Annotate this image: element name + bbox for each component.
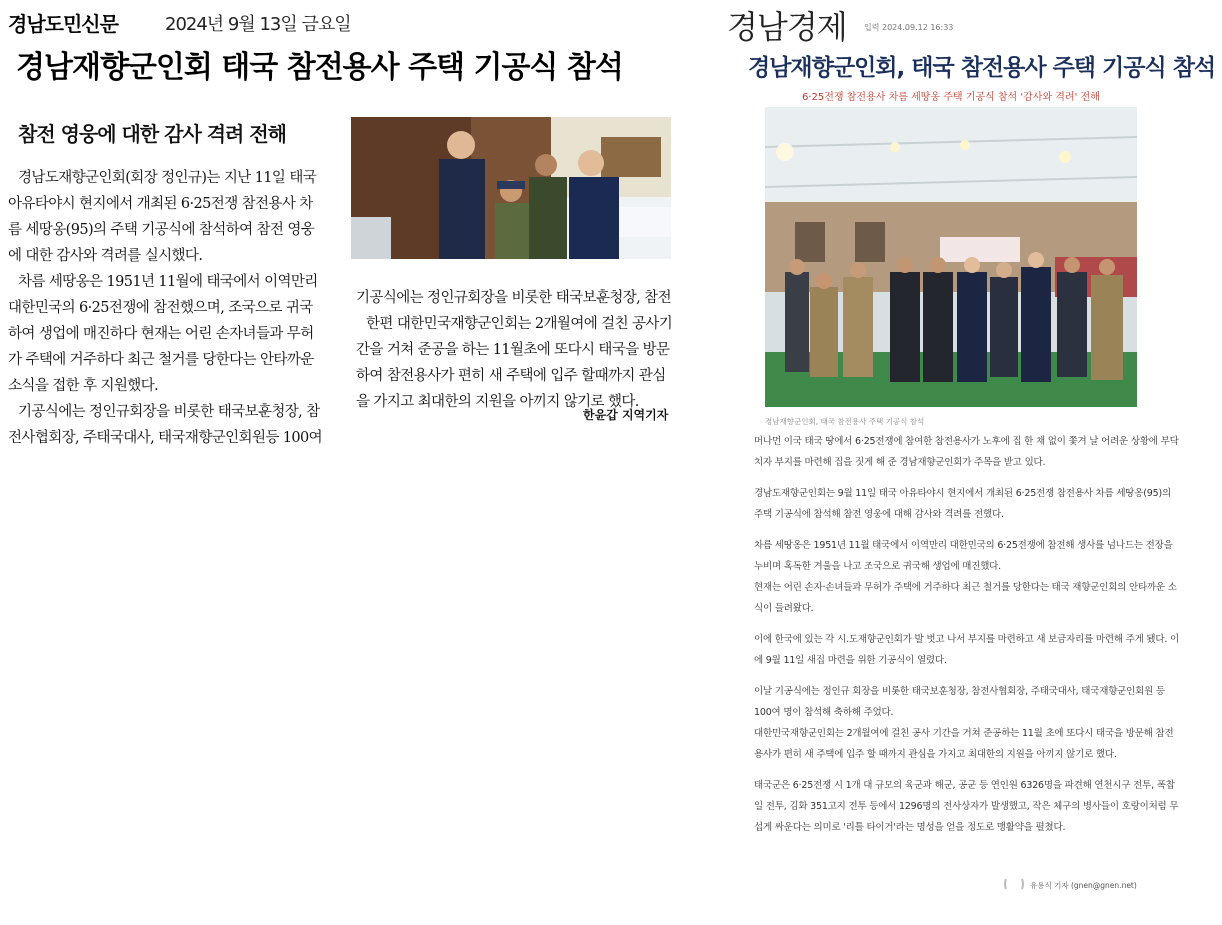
article-column-2	[356, 285, 674, 415]
subheadline: 참전 영웅에 대한 감사 격려 전해	[18, 122, 286, 146]
article-paragraph: 한편 대한민국재향군인회는 2개월여에 걸친 공사기간을 거쳐 준공을 하는 11월초에 또다시 태국을 방문하여 참전용사가 편히 새 주택에 입주 할때까지 관심을 가지고 최대한의 지원을 아끼지 않기로 했다.	[356, 316, 673, 410]
headline: 경남재향군인회 태국 참전용사 주택 기공식 참석	[16, 50, 623, 85]
article-paragraph: 기공식에는 정인규회장을 비롯한 태국보훈청장, 참전사협회장, 주태국대사, 태국재향군인회원등 100여	[8, 404, 323, 446]
outlet-name: 경남경제	[727, 8, 847, 46]
ceremony-photo-image	[351, 117, 671, 259]
article-paragraph: 대한민국재향군인회는 2개월여에 걸친 공사 기간을 거쳐 준공하는 11월 초에 또다시 태국을 방문해 참전용사가 편히 새 주택에 입주 할 때까지 관심을 가지고 최대한의 지원을 아끼지 않기로 했다.	[754, 728, 1174, 760]
photo-caption: 경남재향군인회, 태국 참전용사 주택 기공식 참석	[765, 417, 925, 426]
article-paragraph: 기공식에는 정인규회장을 비롯한 태국보훈청장, 참전	[356, 290, 671, 306]
article-body	[754, 431, 1180, 848]
article-paragraph: 이날 기공식에는 정인규 회장을 비롯한 태국보훈청장, 참전사협회장, 주태국대사, 태국재향군인회원 등 100여 명이 참석해 축하해 주었다.	[754, 686, 1165, 718]
publication-date: 2024년 9월 13일 금요일	[165, 14, 351, 35]
newspaper-clipping-left	[0, 0, 690, 446]
subheadline: 6·25전쟁 참전용사 차름 세땅옹 주택 기공식 참석 '감사와 격려' 전해	[802, 92, 1100, 103]
article-paragraph: 이에 한국에 있는 각 시.도재향군인회가 발 벗고 나서 부지를 마련하고 새 보금자리를 마련해 주게 됐다. 이에 9월 11일 새집 마련을 위한 기공식이 열렸다.	[754, 634, 1179, 666]
article-photo	[351, 117, 671, 259]
article-paragraph: 차름 세땅옹은 1951년 11월 태국에서 이역만리 대한민국의 6·25전쟁에 참전해 생사를 넘나드는 전장을 누비며 혹독한 겨울을 나고 조국으로 귀국해 생업에 매진했다.	[754, 540, 1173, 572]
headline: 경남재향군인회, 태국 참전용사 주택 기공식 참석	[748, 55, 1216, 81]
article-photo	[765, 107, 1137, 407]
article-paragraph: 현재는 어린 손자·손녀들과 무허가 주택에 거주하다 최근 철거를 당한다는 태국 재향군인회의 안타까운 소식이 들려왔다.	[754, 582, 1177, 614]
article-paragraph: 머나먼 이국 태국 땅에서 6·25전쟁에 참여한 참전용사가 노후에 집 한 채 없이 쫓겨 날 어려운 상황에 부닥치자 부지를 마련해 집을 짓게 해 준 경남재향군인회가 주목을 받고 있다.	[754, 436, 1179, 468]
article-paragraph: 경남도재향군인회(회장 정인규)는 지난 11일 태국 아유타야시 현지에서 개최된 6·25전쟁 참전용사 차름 세땅옹(95)의 주택 기공식에 참석하여 참전 영웅에 대한 감사와 격려를 실시했다.	[8, 170, 317, 264]
masthead: 경남도민신문	[8, 12, 118, 36]
article-paragraph: 차름 세땅옹은 1951년 11월에 태국에서 이역만리 대한민국의 6·25전쟁에 참전했으며, 조국으로 귀국하여 생업에 매진하다 현재는 어린 손자녀들과 무허가 주택에 거주하다 최근 철거를 당한다는 안타까운 소식을 접한 후 지원했다.	[8, 274, 318, 394]
input-date: 입력 2024.09.12 16:33	[864, 23, 954, 32]
article-column-1	[8, 165, 326, 451]
newspaper-clipping-right	[722, 0, 1222, 925]
reporter-byline: 한윤갑 지역기자	[583, 408, 669, 422]
reporter-byline: 유용식 기자 (gnen@gnen.net)	[1030, 881, 1137, 890]
group-photo-image	[765, 107, 1137, 407]
article-paragraph: 경남도재향군인회는 9월 11일 태국 아유타야시 현지에서 개최된 6·25전쟁 참전용사 차름 세땅옹(95)의 주택 기공식에 참석해 참전 영웅에 대해 감사와 격려를 전했다.	[754, 488, 1171, 520]
article-paragraph: 태국군은 6·25전쟁 시 1개 대 규모의 육군과 해군, 공군 등 연인원 6326명을 파견해 연천시구 전투, 폭찹일 전투, 김화 351고지 전투 등에서 1296명의 전사상자가 발생했고, 작은 체구의 병사들이 호랑이처럼 무섭게 싸운다는 의미로 '리틀 타이거'라는 명성을 얻을 정도로 맹활약을 펼쳤다.	[754, 780, 1179, 833]
reporter-icon	[1004, 878, 1024, 890]
